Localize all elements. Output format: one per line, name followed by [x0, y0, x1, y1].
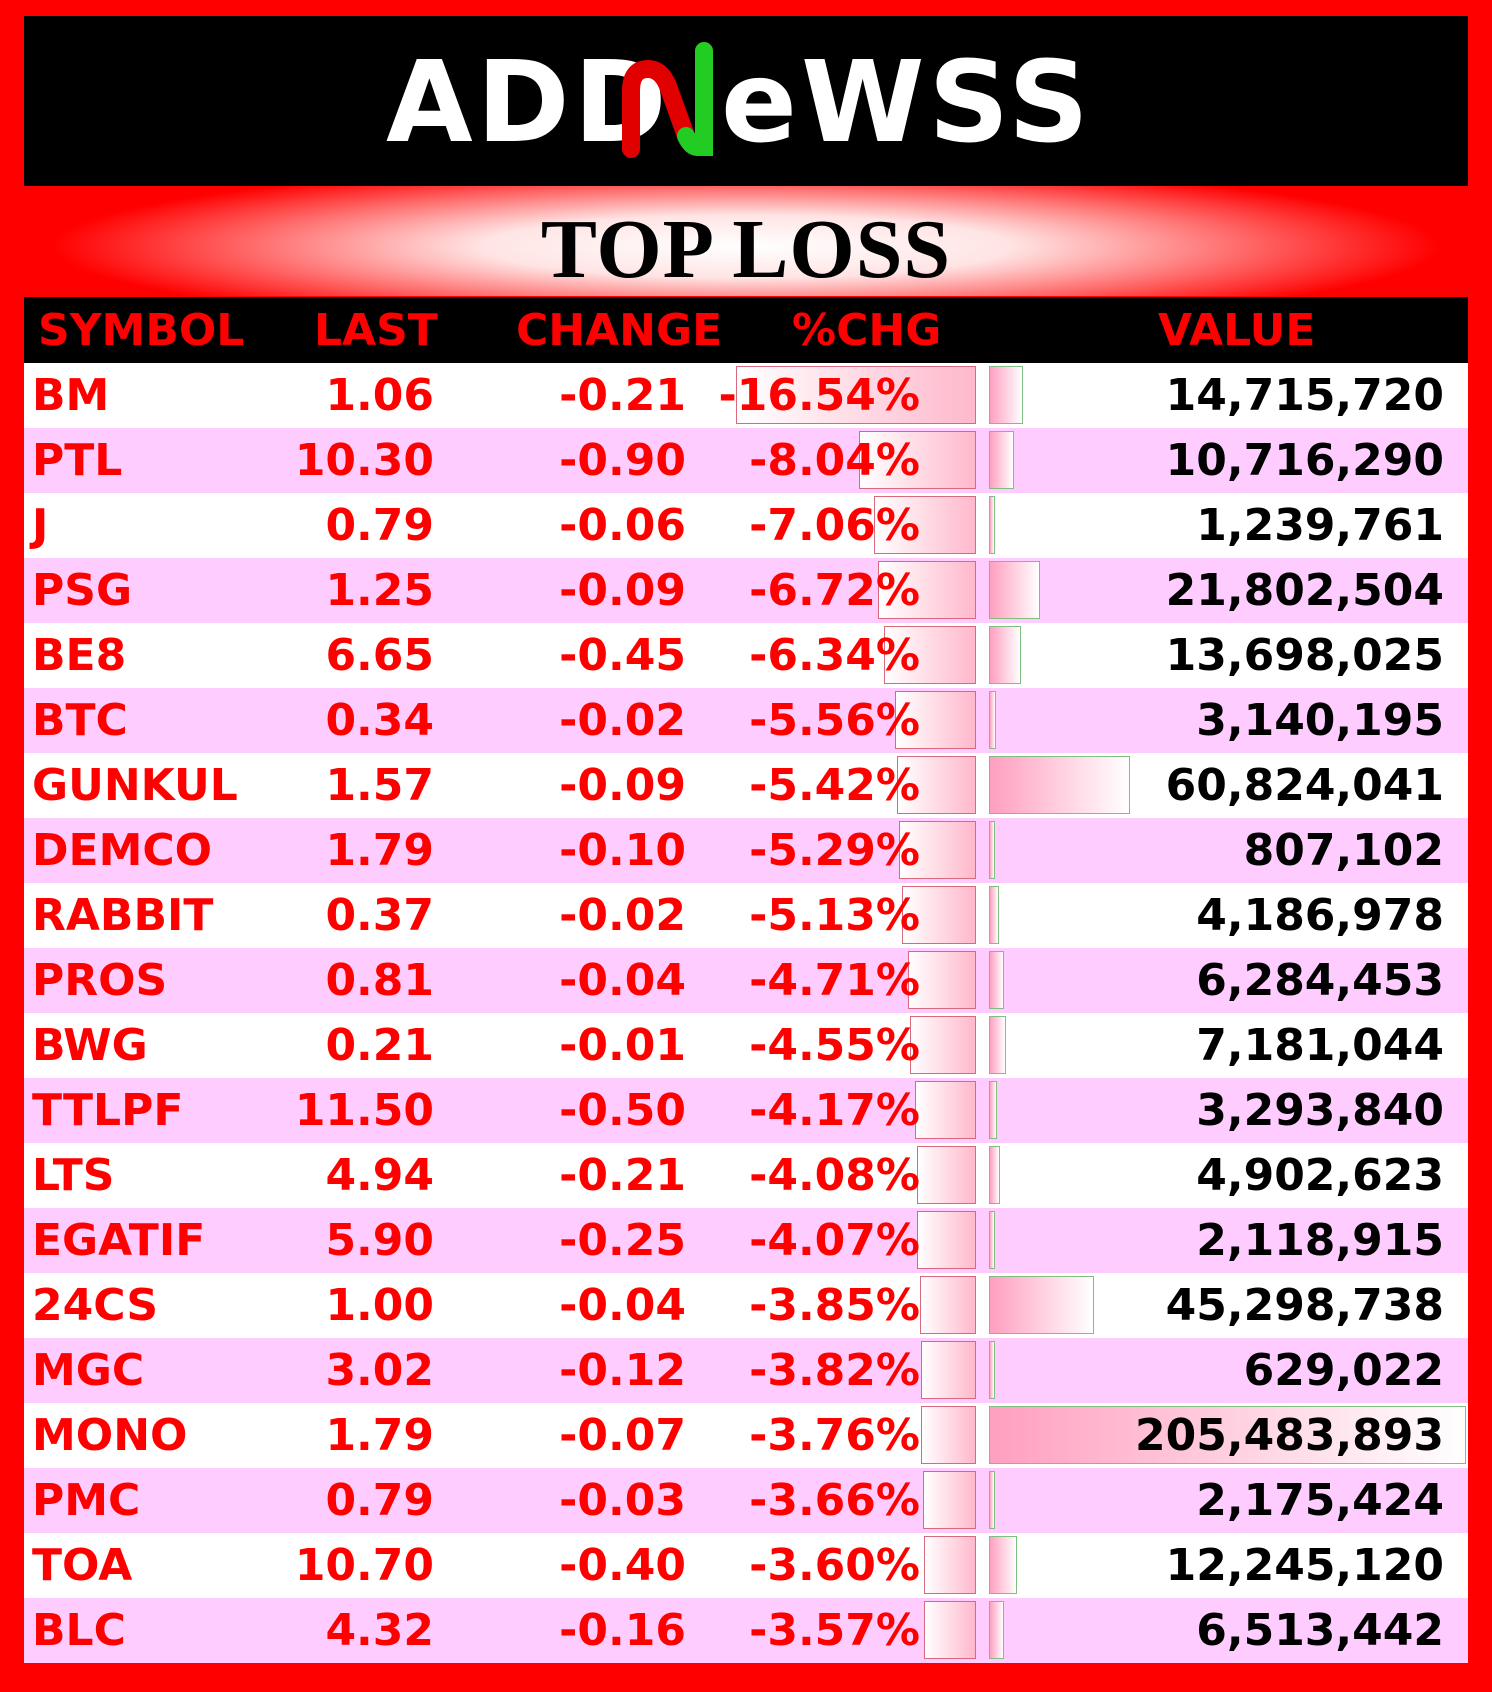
brand-header — [24, 16, 1468, 186]
value-databar — [989, 1146, 1000, 1204]
cell-value: 2,118,915 — [1196, 1215, 1444, 1266]
value-databar — [989, 886, 999, 944]
value-databar — [989, 1276, 1094, 1334]
cell-change: -0.09 — [559, 760, 686, 811]
cell-symbol: TOA — [32, 1540, 133, 1591]
value-databar — [989, 1016, 1006, 1074]
col-header-value: VALUE — [1158, 305, 1316, 356]
cell-pct-change: -8.04% — [749, 435, 920, 486]
cell-last: 0.81 — [325, 955, 434, 1006]
cell-last: 1.79 — [325, 825, 434, 876]
cell-change: -0.21 — [559, 370, 686, 421]
cell-last: 1.00 — [325, 1280, 434, 1331]
cell-last: 10.30 — [294, 435, 434, 486]
table-row — [24, 1143, 1468, 1208]
cell-value: 6,284,453 — [1196, 955, 1444, 1006]
cell-last: 6.65 — [325, 630, 434, 681]
cell-value: 807,102 — [1243, 825, 1444, 876]
pct-change-databar — [917, 1146, 976, 1204]
value-databar — [989, 366, 1023, 424]
value-databar — [989, 496, 995, 554]
cell-pct-change: -5.42% — [749, 760, 920, 811]
cell-change: -0.50 — [559, 1085, 686, 1136]
col-header-symbol: SYMBOL — [38, 305, 245, 356]
cell-symbol: MGC — [32, 1345, 145, 1396]
cell-last: 4.94 — [325, 1150, 434, 1201]
cell-pct-change: -3.85% — [749, 1280, 920, 1331]
top-loss-table — [24, 297, 1468, 1663]
table-row — [24, 1403, 1468, 1468]
pct-change-databar — [920, 1276, 976, 1334]
cell-pct-change: -5.56% — [749, 695, 920, 746]
cell-change: -0.03 — [559, 1475, 686, 1526]
value-databar — [989, 1341, 995, 1399]
cell-pct-change: -4.17% — [749, 1085, 920, 1136]
value-databar — [989, 626, 1021, 684]
table-row — [24, 1533, 1468, 1598]
pct-change-databar — [921, 1341, 976, 1399]
value-databar — [989, 691, 996, 749]
value-databar — [989, 756, 1130, 814]
cell-last: 1.57 — [325, 760, 434, 811]
pct-change-databar — [915, 1081, 976, 1139]
cell-pct-change: -4.71% — [749, 955, 920, 1006]
brand-logo-graphic — [386, 41, 1106, 161]
cell-symbol: EGATIF — [32, 1215, 206, 1266]
cell-pct-change: -16.54% — [718, 370, 920, 421]
cell-pct-change: -4.55% — [749, 1020, 920, 1071]
cell-last: 11.50 — [294, 1085, 434, 1136]
cell-change: -0.04 — [559, 955, 686, 1006]
table-row — [24, 1338, 1468, 1403]
cell-change: -0.25 — [559, 1215, 686, 1266]
cell-value: 14,715,720 — [1165, 370, 1444, 421]
value-databar — [989, 1081, 997, 1139]
value-databar — [989, 1471, 995, 1529]
cell-value: 45,298,738 — [1165, 1280, 1444, 1331]
cell-value: 10,716,290 — [1165, 435, 1444, 486]
cell-symbol: TTLPF — [32, 1085, 184, 1136]
cell-value: 205,483,893 — [1135, 1410, 1444, 1461]
table-row — [24, 363, 1468, 428]
cell-last: 0.34 — [325, 695, 434, 746]
cell-last: 1.79 — [325, 1410, 434, 1461]
table-row — [24, 558, 1468, 623]
svg-text:ADD: ADD — [386, 41, 671, 161]
table-row — [24, 1078, 1468, 1143]
cell-symbol: BE8 — [32, 630, 127, 681]
table-header — [24, 297, 1468, 363]
cell-symbol: BWG — [32, 1020, 148, 1071]
cell-last: 0.21 — [325, 1020, 434, 1071]
cell-change: -0.16 — [559, 1605, 686, 1656]
page-title: TOP LOSS — [540, 202, 952, 296]
table-row — [24, 493, 1468, 558]
cell-value: 3,140,195 — [1196, 695, 1444, 746]
cell-pct-change: -4.07% — [749, 1215, 920, 1266]
cell-value: 3,293,840 — [1196, 1085, 1444, 1136]
value-databar — [989, 1536, 1017, 1594]
svg-text:eWSS: eWSS — [721, 41, 1093, 161]
col-header-last: LAST — [314, 305, 438, 356]
cell-last: 3.02 — [325, 1345, 434, 1396]
cell-pct-change: -4.08% — [749, 1150, 920, 1201]
cell-last: 5.90 — [325, 1215, 434, 1266]
cell-pct-change: -5.13% — [749, 890, 920, 941]
cell-value: 4,186,978 — [1196, 890, 1444, 941]
title-banner — [24, 186, 1468, 296]
pct-change-databar — [921, 1406, 976, 1464]
cell-last: 0.79 — [325, 500, 434, 551]
table-row — [24, 1208, 1468, 1273]
cell-change: -0.09 — [559, 565, 686, 616]
cell-pct-change: -5.29% — [749, 825, 920, 876]
cell-symbol: BTC — [32, 695, 128, 746]
cell-value: 12,245,120 — [1165, 1540, 1444, 1591]
cell-change: -0.02 — [559, 695, 686, 746]
table-row — [24, 1273, 1468, 1338]
cell-symbol: BLC — [32, 1605, 126, 1656]
cell-symbol: DEMCO — [32, 825, 213, 876]
cell-last: 1.06 — [325, 370, 434, 421]
cell-pct-change: -6.34% — [749, 630, 920, 681]
value-databar — [989, 1601, 1004, 1659]
cell-change: -0.07 — [559, 1410, 686, 1461]
cell-symbol: MONO — [32, 1410, 188, 1461]
cell-symbol: 24CS — [32, 1280, 159, 1331]
cell-pct-change: -6.72% — [749, 565, 920, 616]
cell-pct-change: -3.60% — [749, 1540, 920, 1591]
cell-last: 0.79 — [325, 1475, 434, 1526]
cell-pct-change: -3.76% — [749, 1410, 920, 1461]
cell-value: 60,824,041 — [1165, 760, 1444, 811]
cell-change: -0.40 — [559, 1540, 686, 1591]
pct-change-databar — [924, 1536, 976, 1594]
col-header-pct-change: %CHG — [792, 305, 942, 356]
cell-symbol: PMC — [32, 1475, 141, 1526]
cell-symbol: GUNKUL — [32, 760, 238, 811]
cell-symbol: PSG — [32, 565, 133, 616]
col-header-change: CHANGE — [516, 305, 723, 356]
cell-change: -0.21 — [559, 1150, 686, 1201]
cell-change: -0.10 — [559, 825, 686, 876]
table-row — [24, 883, 1468, 948]
cell-change: -0.01 — [559, 1020, 686, 1071]
cell-symbol: J — [32, 500, 49, 551]
cell-value: 629,022 — [1243, 1345, 1444, 1396]
cell-value: 4,902,623 — [1196, 1150, 1444, 1201]
cell-last: 1.25 — [325, 565, 434, 616]
value-databar — [989, 1211, 995, 1269]
table-row — [24, 753, 1468, 818]
cell-value: 7,181,044 — [1196, 1020, 1444, 1071]
pct-change-databar — [923, 1471, 976, 1529]
brand-logo — [386, 41, 1106, 161]
table-row — [24, 623, 1468, 688]
cell-symbol: PTL — [32, 435, 123, 486]
cell-change: -0.45 — [559, 630, 686, 681]
table-row — [24, 428, 1468, 493]
cell-last: 10.70 — [294, 1540, 434, 1591]
table-row — [24, 818, 1468, 883]
cell-last: 0.37 — [325, 890, 434, 941]
cell-symbol: LTS — [32, 1150, 115, 1201]
cell-change: -0.04 — [559, 1280, 686, 1331]
value-databar — [989, 561, 1040, 619]
cell-value: 1,239,761 — [1196, 500, 1444, 551]
cell-pct-change: -3.57% — [749, 1605, 920, 1656]
table-body — [24, 363, 1468, 1663]
value-databar — [989, 951, 1004, 1009]
cell-value: 21,802,504 — [1165, 565, 1444, 616]
cell-symbol: PROS — [32, 955, 168, 1006]
cell-change: -0.90 — [559, 435, 686, 486]
cell-value: 6,513,442 — [1196, 1605, 1444, 1656]
cell-value: 13,698,025 — [1165, 630, 1444, 681]
table-row — [24, 688, 1468, 753]
cell-pct-change: -3.66% — [749, 1475, 920, 1526]
cell-value: 2,175,424 — [1196, 1475, 1444, 1526]
table-row — [24, 1598, 1468, 1663]
cell-pct-change: -3.82% — [749, 1345, 920, 1396]
table-row — [24, 948, 1468, 1013]
cell-change: -0.06 — [559, 500, 686, 551]
pct-change-databar — [917, 1211, 976, 1269]
cell-symbol: BM — [32, 370, 110, 421]
cell-change: -0.12 — [559, 1345, 686, 1396]
value-databar — [989, 821, 995, 879]
cell-last: 4.32 — [325, 1605, 434, 1656]
cell-pct-change: -7.06% — [749, 500, 920, 551]
pct-change-databar — [924, 1601, 976, 1659]
cell-change: -0.02 — [559, 890, 686, 941]
cell-symbol: RABBIT — [32, 890, 214, 941]
table-row — [24, 1013, 1468, 1078]
value-databar — [989, 431, 1014, 489]
table-row — [24, 1468, 1468, 1533]
